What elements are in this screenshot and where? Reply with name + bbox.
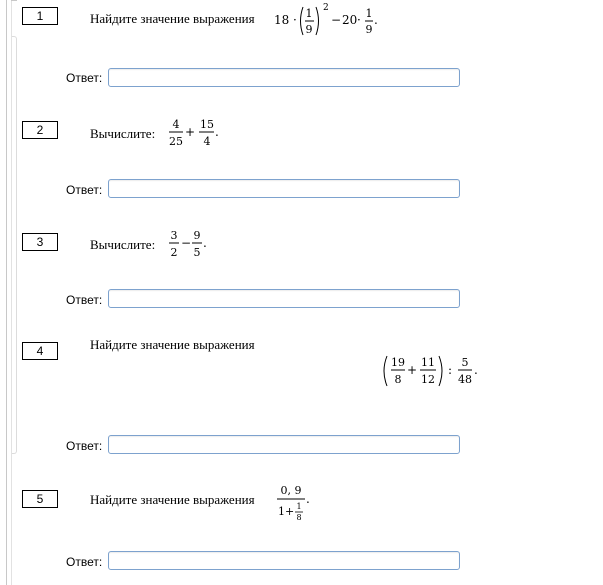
task-5-expression <box>274 482 320 524</box>
task-number: 5 <box>22 490 58 508</box>
expr-minus: − <box>181 236 192 250</box>
answer-label: Ответ: <box>66 71 103 85</box>
task-question: Вычислите: <box>90 126 156 141</box>
expr-dot: · <box>293 13 297 27</box>
task-question: Найдите значение выражения <box>90 492 255 507</box>
fraction-denominator: 25 <box>169 135 183 148</box>
left-panel-edge <box>12 36 17 454</box>
task-number: 2 <box>22 121 58 139</box>
answer-input[interactable] <box>108 179 460 198</box>
task-question: Найдите значение выражения <box>90 11 255 26</box>
answer-input[interactable] <box>108 68 460 87</box>
fraction-numerator: 0, 9 <box>280 484 302 497</box>
fraction-denominator: 5 <box>193 246 201 259</box>
answer-label: Ответ: <box>66 183 103 197</box>
fraction-numerator: 11 <box>421 356 435 369</box>
fraction-numerator: 1 <box>365 7 373 20</box>
fraction-denominator: 4 <box>203 135 211 148</box>
fraction-denominator: 48 <box>458 373 472 386</box>
answer-input[interactable] <box>108 289 460 308</box>
expr-period: . <box>474 363 478 377</box>
task-1-expression <box>272 0 384 40</box>
frame-corner <box>11 0 17 9</box>
answer-label: Ответ: <box>66 293 103 307</box>
answer-input[interactable] <box>108 551 460 570</box>
fraction-denominator: 9 <box>365 23 373 36</box>
expr-period: . <box>306 492 310 506</box>
fraction-denominator: 8 <box>394 373 402 386</box>
answer-input[interactable] <box>108 435 460 454</box>
fraction-numerator: 19 <box>391 356 405 369</box>
expr-term: 20 <box>342 13 358 27</box>
task-2-expression <box>164 116 224 152</box>
fraction-denominator: 8 <box>296 513 302 522</box>
task-question: Найдите значение выражения <box>90 337 255 352</box>
answer-label: Ответ: <box>66 555 103 569</box>
denominator-plus: + <box>285 505 295 518</box>
denominator-term: 1 <box>278 505 285 518</box>
task-3-expression <box>164 227 214 263</box>
fraction-numerator: 3 <box>170 229 178 242</box>
fraction-numerator: 1 <box>296 502 302 511</box>
right-paren <box>439 356 442 386</box>
task-number: 1 <box>22 7 58 25</box>
fraction-numerator: 15 <box>200 118 214 131</box>
expr-minus: − <box>331 13 342 27</box>
answer-label: Ответ: <box>66 439 103 453</box>
task-number: 4 <box>22 342 58 360</box>
expr-plus: + <box>407 363 418 377</box>
expr-period: . <box>215 125 219 139</box>
fraction-denominator: 2 <box>170 246 178 259</box>
fraction-numerator: 5 <box>461 356 469 369</box>
fraction-denominator: 9 <box>305 23 313 36</box>
expr-dot: · <box>357 13 361 27</box>
expr-period: . <box>203 236 207 250</box>
exponent: 2 <box>323 3 329 13</box>
expr-divide: : <box>448 363 453 377</box>
fraction-numerator: 4 <box>172 118 180 131</box>
right-paren <box>316 7 319 35</box>
fraction-numerator: 1 <box>305 7 313 20</box>
task-4-expression <box>378 352 482 392</box>
expr-period: . <box>374 13 378 27</box>
task-number: 3 <box>22 233 58 251</box>
fraction-numerator: 9 <box>193 229 201 242</box>
task-question: Вычислите: <box>90 237 156 252</box>
fraction-denominator: 12 <box>421 373 435 386</box>
left-paren <box>384 356 387 386</box>
expr-plus: + <box>185 125 196 139</box>
expr-term: 18 <box>274 13 290 27</box>
left-paren <box>301 7 304 35</box>
